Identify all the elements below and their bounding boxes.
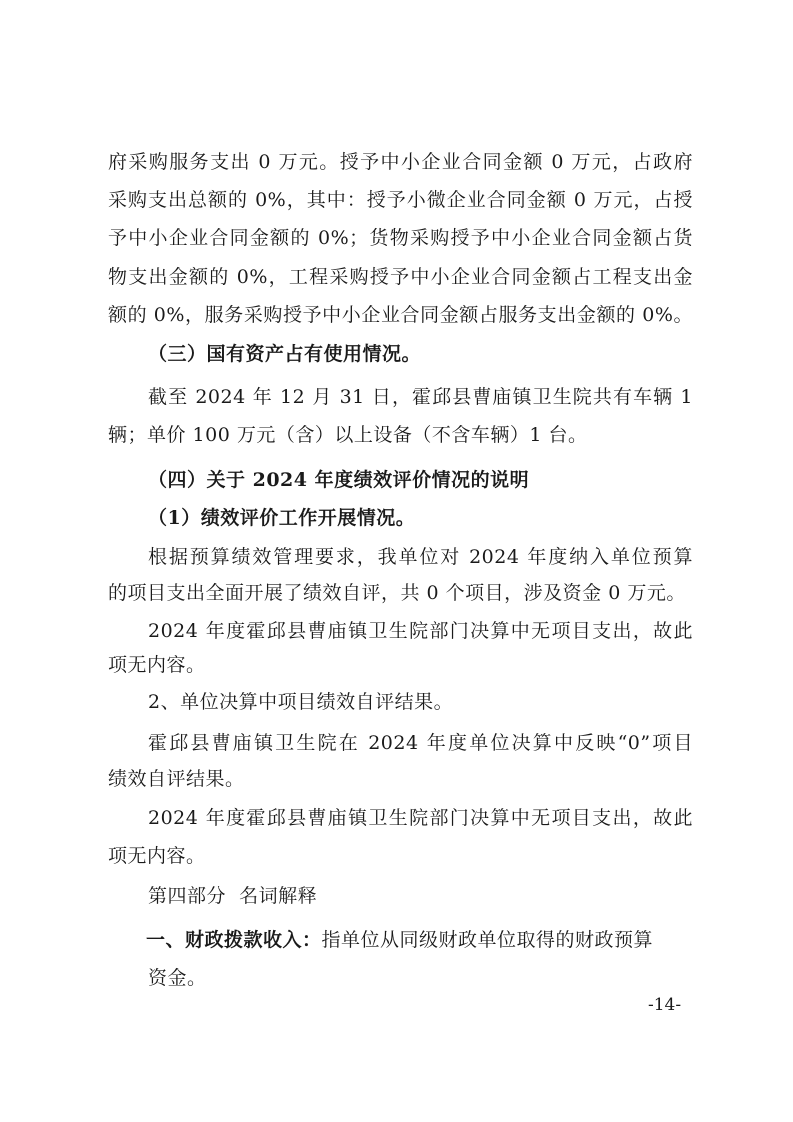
section-heading-performance: （四）关于 2024 年度绩效评价情况的说明	[148, 469, 530, 491]
paragraph-line: 府采购服务支出 0 万元。授予中小企业合同金额 0 万元，占政府	[108, 151, 693, 173]
paragraph-line: 霍邱县曹庙镇卫生院在 2024 年度单位决算中反映“0”项目	[148, 732, 693, 754]
paragraph-line: 的项目支出全面开展了绩效自评，共 0 个项目，涉及资金 0 万元。	[108, 582, 686, 604]
glossary-term: 一、财政拨款收入：	[146, 929, 322, 951]
paragraph-line: 物支出金额的 0%，工程采购授予中小企业合同金额占工程支出金	[108, 266, 693, 288]
paragraph-line: 资金。	[148, 967, 207, 989]
glossary-definition: 指单位从同级财政单位取得的财政预算	[321, 929, 654, 951]
part-heading-glossary: 第四部分 名词解释	[148, 885, 318, 907]
glossary-entry	[146, 928, 691, 952]
page-number: -14-	[648, 995, 682, 1015]
paragraph-line: 截至 2024 年 12 月 31 日，霍邱县曹庙镇卫生院共有车辆 1	[148, 386, 693, 408]
paragraph-line: 辆；单价 100 万元（含）以上设备（不含车辆）1 台。	[108, 424, 588, 446]
subsection-heading-results: 2、单位决算中项目绩效自评结果。	[148, 691, 454, 713]
subsection-heading-evaluation: （1）绩效评价工作开展情况。	[148, 507, 416, 529]
paragraph-line: 采购支出总额的 0%，其中：授予小微企业合同金额 0 万元，占授	[108, 189, 693, 211]
paragraph-line: 2024 年度霍邱县曹庙镇卫生院部门决算中无项目支出，故此	[148, 620, 693, 642]
paragraph-line: 予中小企业合同金额的 0%；货物采购授予中小企业合同金额占货	[108, 227, 693, 249]
paragraph-line: 项无内容。	[108, 654, 206, 676]
paragraph-line: 项无内容。	[108, 845, 206, 867]
section-heading-state-assets: （三）国有资产占有使用情况。	[148, 343, 422, 365]
paragraph-line: 额的 0%，服务采购授予中小企业合同金额占服务支出金额的 0%。	[108, 304, 693, 326]
paragraph-line: 2024 年度霍邱县曹庙镇卫生院部门决算中无项目支出，故此	[148, 807, 693, 829]
paragraph-line: 绩效自评结果。	[108, 768, 245, 790]
paragraph-line: 根据预算绩效管理要求，我单位对 2024 年度纳入单位预算	[148, 546, 693, 568]
